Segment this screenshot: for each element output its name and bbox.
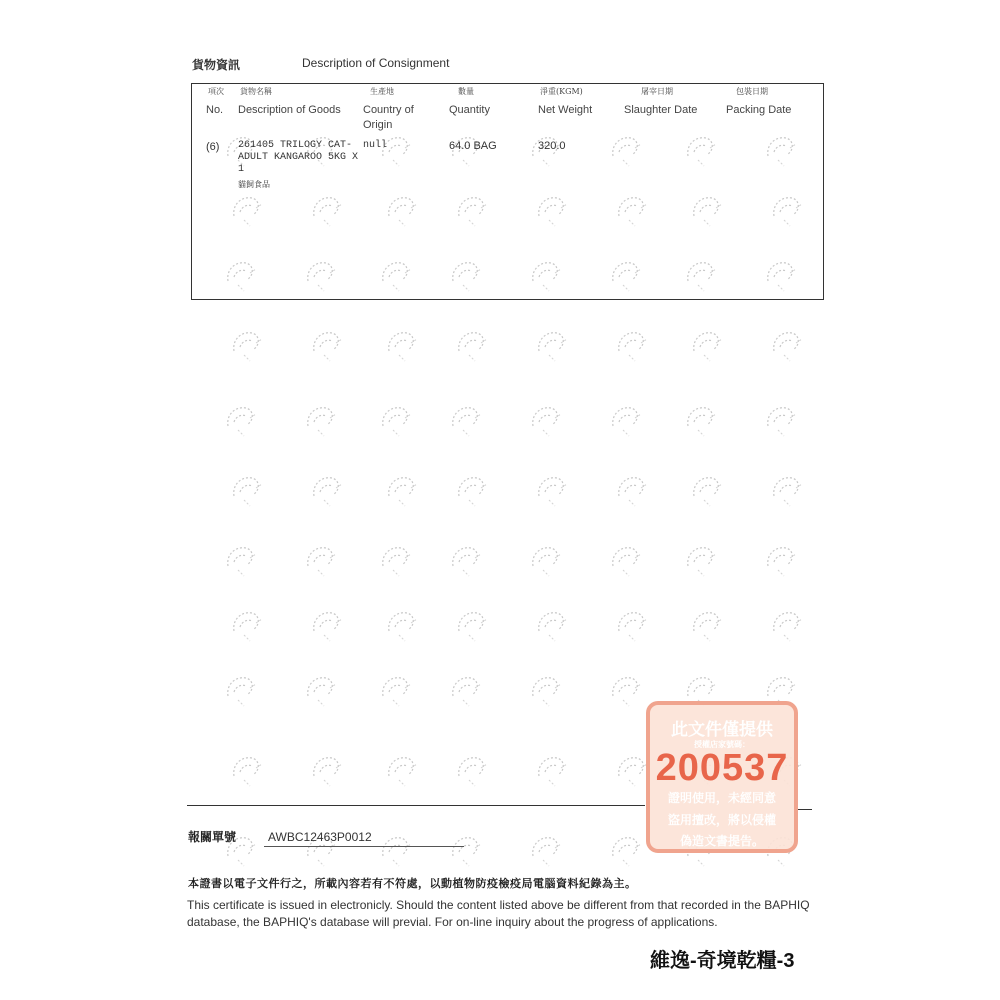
notice-zh: 本證書以電子文件行之，所載內容若有不符處，以動植物防疫檢疫局電腦資料紀錄為主。 xyxy=(188,877,637,890)
row-goods-line3: 1 xyxy=(238,164,245,175)
watermark-emblem xyxy=(234,478,262,506)
watermark-emblem xyxy=(613,548,641,576)
watermark-emblem xyxy=(453,838,481,866)
watermark-emblem xyxy=(694,333,722,361)
watermark-emblem xyxy=(768,548,796,576)
watermark-emblem xyxy=(389,758,417,786)
header-origin-en: Country of Origin xyxy=(363,104,414,131)
declaration-number: AWBC12463P0012 xyxy=(268,830,372,844)
watermark-emblem xyxy=(533,408,561,436)
header-no-en: No. xyxy=(206,104,224,116)
row-goods-line1: 261405 TRILOGY CAT- xyxy=(238,140,353,151)
stamp-line1: 此文件僅提供 xyxy=(671,720,773,739)
watermark-emblem xyxy=(314,478,342,506)
watermark-emblem xyxy=(539,333,567,361)
watermark-emblem xyxy=(389,333,417,361)
watermark-emblem xyxy=(234,758,262,786)
watermark-emblem xyxy=(613,408,641,436)
watermark-emblem xyxy=(389,478,417,506)
header-origin-zh: 生產地 xyxy=(370,87,394,96)
watermark-emblem xyxy=(533,838,561,866)
watermark-emblem xyxy=(383,838,411,866)
watermark-emblem xyxy=(533,678,561,706)
watermark-emblem xyxy=(619,478,647,506)
watermark-emblem xyxy=(314,613,342,641)
watermark-emblem xyxy=(308,548,336,576)
header-weight-en: Net Weight xyxy=(538,104,593,116)
header-goods-zh: 貨物名稱 xyxy=(240,87,272,96)
watermark-emblem xyxy=(688,408,716,436)
row-net-weight: 320.0 xyxy=(538,140,566,152)
row-goods-line4: 貓飼食品 xyxy=(238,180,270,189)
watermark-emblem xyxy=(694,478,722,506)
watermark-emblem xyxy=(234,613,262,641)
stamp-line5: 偽造文書提告。 xyxy=(679,834,764,848)
footer-divider xyxy=(187,805,645,806)
watermark-emblem xyxy=(314,758,342,786)
watermark-emblem xyxy=(228,408,256,436)
watermark-emblem xyxy=(453,678,481,706)
watermark-emblem xyxy=(613,838,641,866)
row-goods-line2: ADULT KANGAROO 5KG X xyxy=(238,152,359,163)
watermark-emblem xyxy=(459,333,487,361)
declaration-label: 報關單號 xyxy=(188,830,237,844)
header-slaughter-en: Slaughter Date xyxy=(624,104,698,116)
watermark-emblem xyxy=(774,613,802,641)
row-quantity: 64.0 BAG xyxy=(449,140,497,152)
stamp-line4: 盜用擅改，將以侵權 xyxy=(667,813,776,827)
declaration-underline xyxy=(264,846,464,847)
header-slaughter-zh: 屠宰日期 xyxy=(641,87,673,96)
header-quantity-zh: 數量 xyxy=(458,87,474,96)
watermark-emblem xyxy=(619,333,647,361)
section-title-zh: 貨物資訊 xyxy=(192,58,241,72)
watermark-emblem xyxy=(688,548,716,576)
watermark-emblem xyxy=(539,613,567,641)
header-packing-en: Packing Date xyxy=(726,104,792,116)
notice-en: This certificate is issued in electronicly. Should the content listed above be different from that recorded in the BAPHIQ database, the BAPHIQ's database will previal. For on-line inquiry about the progress of applications. xyxy=(187,898,810,929)
watermark-emblem xyxy=(774,478,802,506)
product-caption: 維逸-奇境乾糧-3 xyxy=(650,950,795,972)
watermark-emblem xyxy=(768,408,796,436)
stamp-number: 200537 xyxy=(655,747,789,789)
section-title-en: Description of Consignment xyxy=(302,56,450,70)
stamp-line2: 授權店家號碼： xyxy=(694,740,750,749)
watermark-emblem xyxy=(453,548,481,576)
authorization-stamp xyxy=(646,701,798,853)
watermark-emblem xyxy=(453,408,481,436)
watermark-emblem xyxy=(459,758,487,786)
watermark-emblem xyxy=(613,678,641,706)
watermark-emblem xyxy=(308,408,336,436)
watermark-emblem xyxy=(308,678,336,706)
header-quantity-en: Quantity xyxy=(449,104,490,116)
watermark-emblem xyxy=(539,478,567,506)
watermark-emblem xyxy=(383,408,411,436)
watermark-emblem xyxy=(234,333,262,361)
header-goods-en: Description of Goods xyxy=(238,104,341,116)
watermark-emblem xyxy=(459,478,487,506)
watermark-emblem xyxy=(459,613,487,641)
header-no-zh: 項次 xyxy=(208,87,224,96)
watermark-emblem xyxy=(533,548,561,576)
watermark-emblem xyxy=(228,678,256,706)
stamp-line3: 證明使用，未經同意 xyxy=(667,791,776,805)
watermark-emblem xyxy=(774,333,802,361)
watermark-emblem xyxy=(228,548,256,576)
row-origin: null xyxy=(363,140,388,151)
row-no: (6) xyxy=(206,141,220,153)
watermark-emblem xyxy=(619,758,647,786)
watermark-emblem xyxy=(383,678,411,706)
watermark-emblem xyxy=(694,613,722,641)
watermark-emblem xyxy=(383,548,411,576)
watermark-emblem xyxy=(619,613,647,641)
watermark-emblem xyxy=(314,333,342,361)
header-packing-zh: 包裝日期 xyxy=(736,87,768,96)
watermark-emblem xyxy=(539,758,567,786)
watermark-emblem xyxy=(389,613,417,641)
header-weight-zh: 淨重(KGM) xyxy=(540,87,583,96)
